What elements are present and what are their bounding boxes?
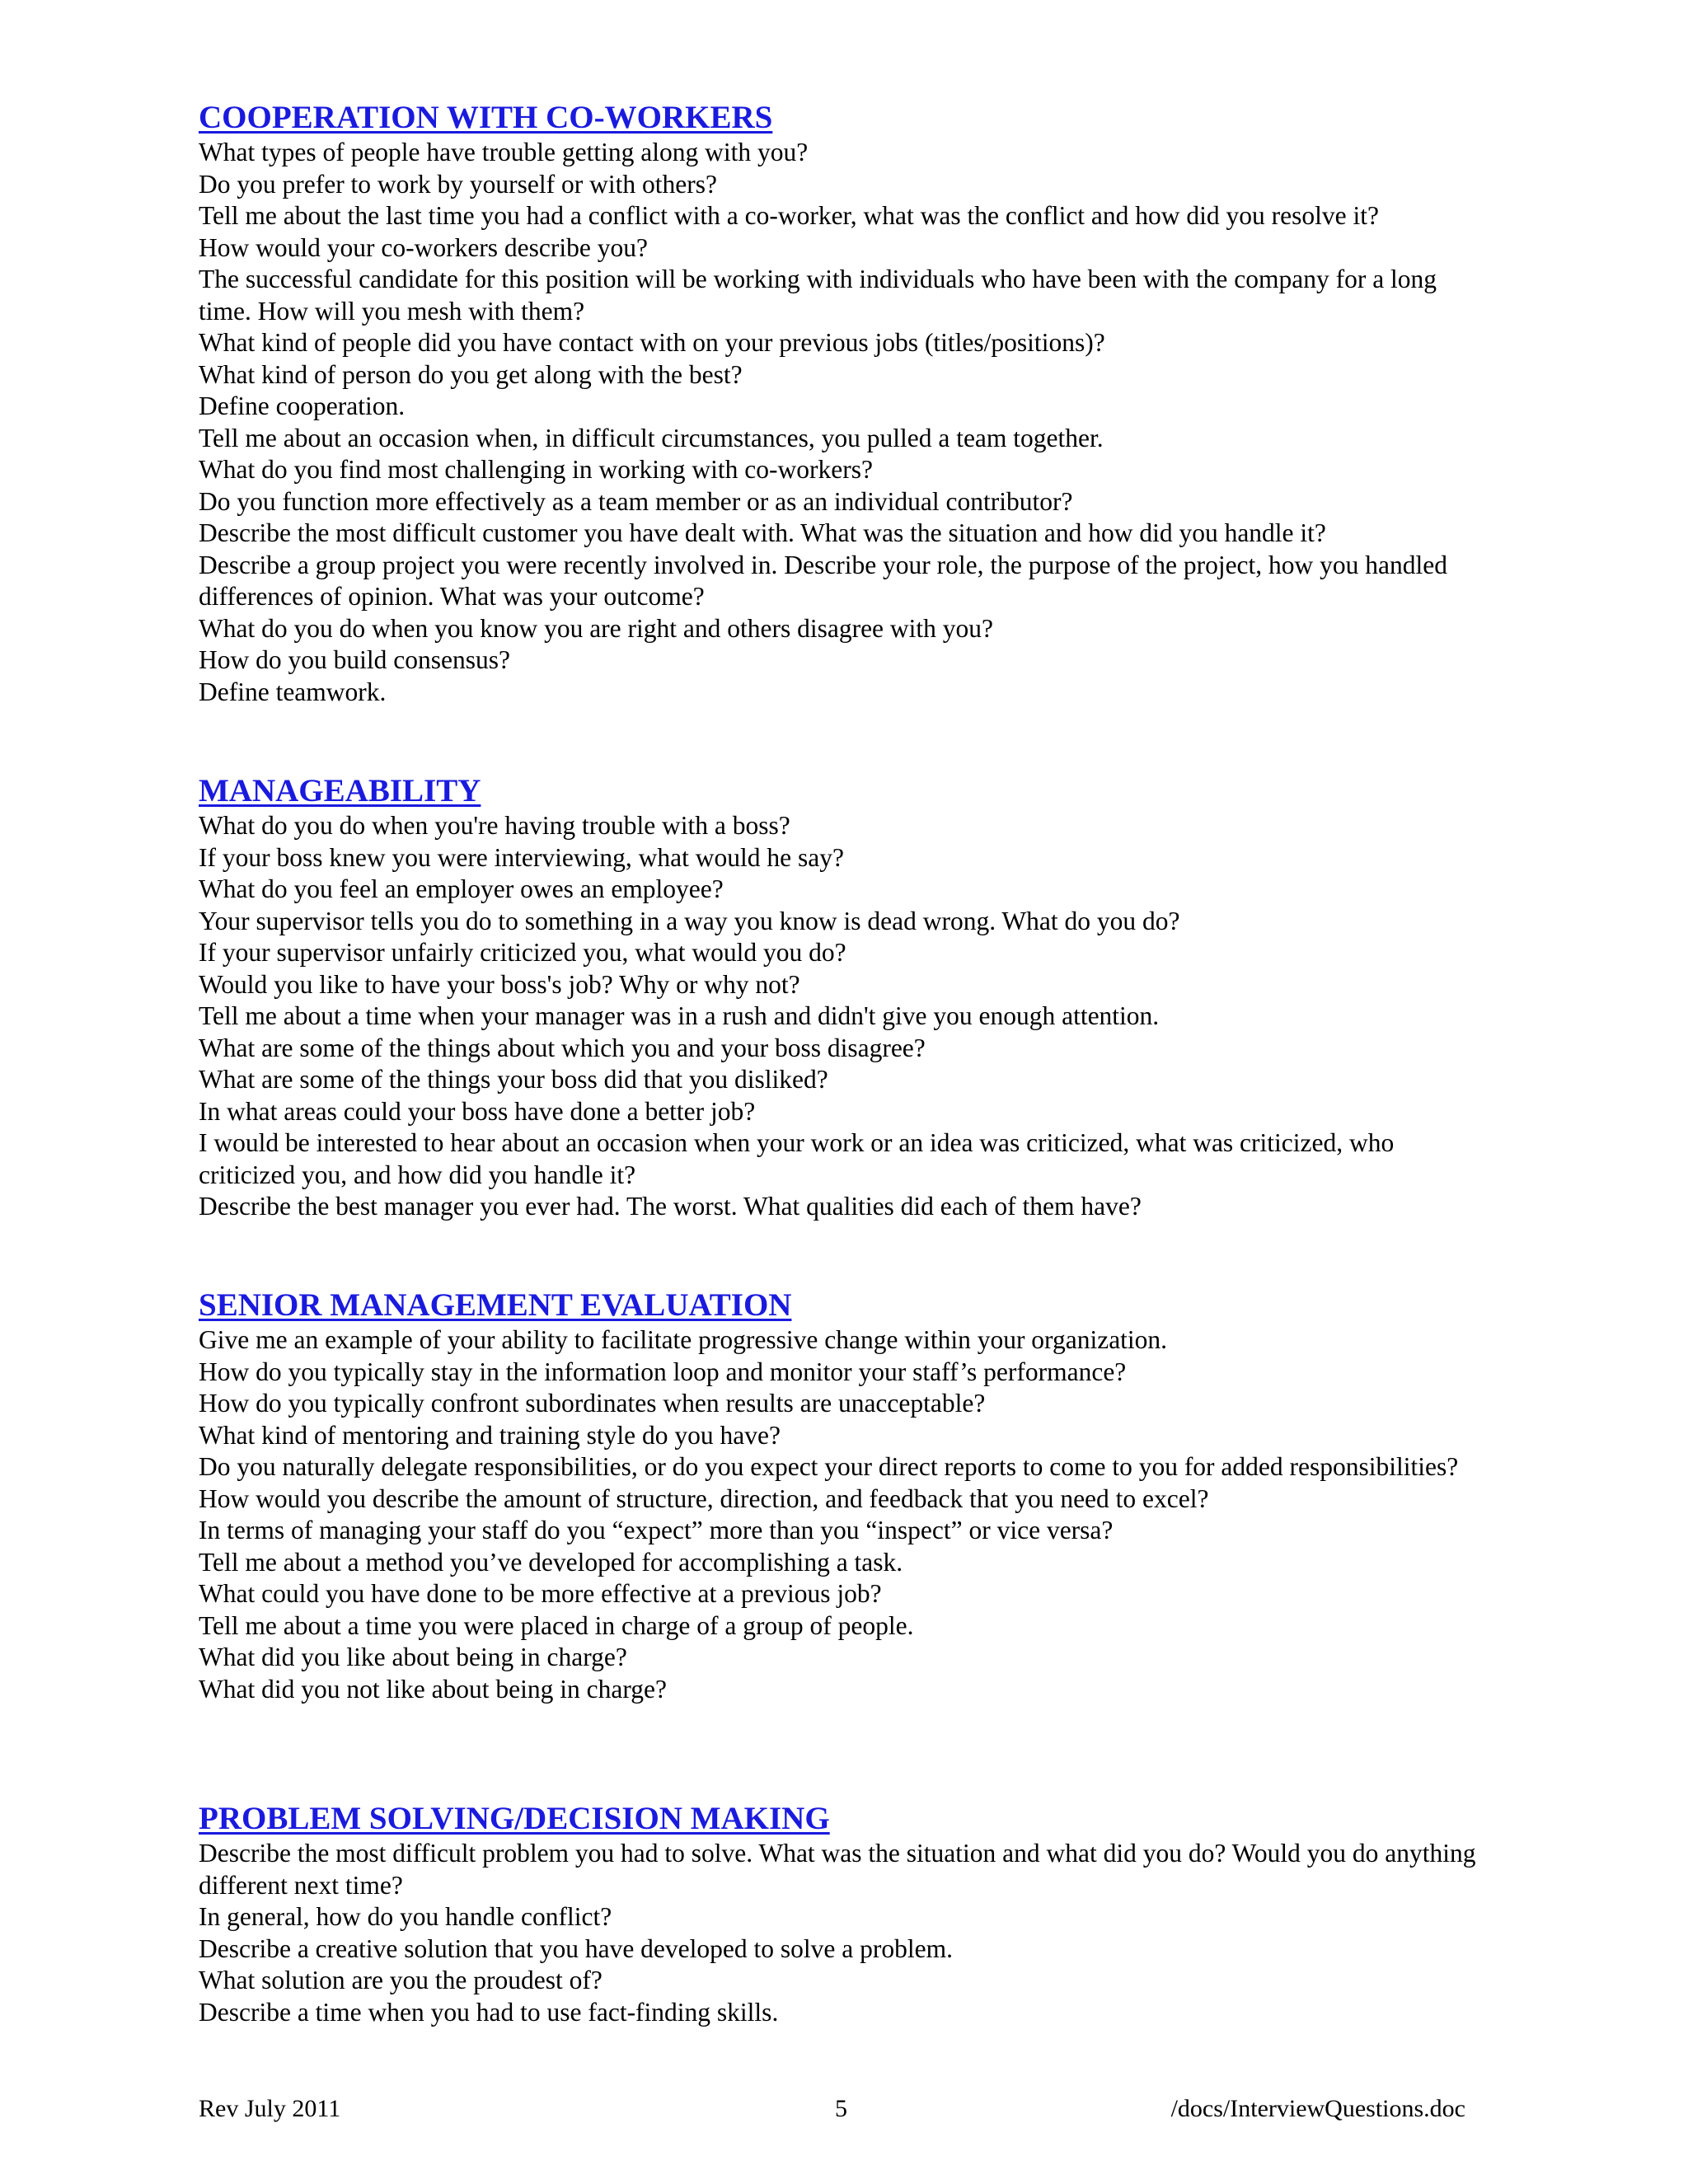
question: Define cooperation. [199, 391, 406, 420]
question-list [199, 810, 1493, 1223]
footer-revision: Rev July 2011 [199, 2095, 341, 2122]
section-senior-management [199, 1286, 1493, 1705]
question: Define teamwork. [199, 677, 387, 706]
question: What types of people have trouble getting along with you? [199, 138, 809, 166]
question: What did you not like about being in charge? [199, 1674, 668, 1704]
question: What kind of people did you have contact with on your previous jobs (titles/positions)? [199, 328, 1105, 357]
question: How would you describe the amount of structure, direction, and feedback that you need to excel? [199, 1483, 1209, 1513]
question: Your supervisor tells you do to something in a way you know is dead wrong. What do you do? [199, 906, 1180, 935]
question-list [199, 1838, 1493, 2028]
question: What are some of the things your boss did that you disliked? [199, 1065, 828, 1094]
question: Describe the best manager you ever had. The worst. What qualities did each of them have? [199, 1192, 1142, 1221]
question: If your supervisor unfairly criticized you, what would you do? [199, 938, 846, 967]
section-heading-link[interactable]: PROBLEM SOLVING/DECISION MAKING [199, 1801, 830, 1836]
question: Tell me about a time you were placed in charge of a group of people. [199, 1610, 914, 1640]
question: What do you do when you know you are right and others disagree with you? [199, 613, 994, 643]
section-heading-link[interactable]: COOPERATION WITH CO-WORKERS [199, 100, 773, 135]
question: The successful candidate for this position will be working with individuals who have been with the company for a long time. How will you mesh with them? [199, 265, 1437, 326]
question: Tell me about an occasion when, in difficult circumstances, you pulled a team together. [199, 423, 1104, 452]
question: Do you prefer to work by yourself or with others? [199, 169, 717, 199]
question: What could you have done to be more effective at a previous job? [199, 1579, 882, 1608]
question: How would your co-workers describe you? [199, 232, 648, 262]
question: How do you typically confront subordinates when results are unacceptable? [199, 1389, 986, 1418]
question: Describe the most difficult customer you have dealt with. What was the situation and how did you handle it? [199, 518, 1326, 547]
question: In what areas could your boss have done a better job? [199, 1096, 756, 1126]
footer-page-number: 5 [835, 2095, 847, 2122]
question: What do you feel an employer owes an employee? [199, 874, 724, 903]
section-manageability [199, 772, 1493, 1223]
question: Do you function more effectively as a team member or as an individual contributor? [199, 486, 1073, 516]
question: How do you typically stay in the information loop and monitor your staff’s performance? [199, 1357, 1127, 1386]
question: Would you like to have your boss's job? Why or why not? [199, 969, 800, 999]
question: Describe the most difficult problem you had to solve. What was the situation and what did you do? Would you do anything different next time? [199, 1839, 1476, 1900]
question: What are some of the things about which you and your boss disagree? [199, 1033, 926, 1062]
question: What solution are you the proudest of? [199, 1966, 603, 1994]
question-list [199, 137, 1493, 708]
question: In general, how do you handle conflict? [199, 1902, 612, 1931]
question: What kind of mentoring and training style do you have? [199, 1420, 781, 1450]
question-list [199, 1324, 1493, 1705]
question: If your boss knew you were interviewing, what would he say? [199, 842, 844, 872]
question: Describe a creative solution that you have developed to solve a problem. [199, 1933, 953, 1963]
question: What kind of person do you get along with the best? [199, 359, 743, 389]
question: Tell me about a method you’ve developed for accomplishing a task. [199, 1547, 903, 1577]
question: I would be interested to hear about an occasion when your work or an idea was criticized, what was criticized, who criticized you, and how did you handle it? [199, 1128, 1395, 1189]
question: Give me an example of your ability to facilitate progressive change within your organization. [199, 1325, 1168, 1354]
question: In terms of managing your staff do you “expect” more than you “inspect” or vice versa? [199, 1516, 1114, 1544]
section-heading-link[interactable]: MANAGEABILITY [199, 773, 481, 808]
question: Describe a group project you were recently involved in. Describe your role, the purpose of the project, how you handled differences of opinion. What was your outcome? [199, 550, 1447, 611]
question: What did you like about being in charge? [199, 1643, 627, 1671]
section-cooperation [199, 99, 1493, 708]
question: Describe a time when you had to use fact-finding skills. [199, 1997, 779, 2027]
section-problem-solving [199, 1800, 1493, 2028]
section-heading-link[interactable]: SENIOR MANAGEMENT EVALUATION [199, 1287, 792, 1323]
question: Tell me about the last time you had a conflict with a co-worker, what was the conflict and how did you resolve it? [199, 201, 1379, 230]
footer-file-path: /docs/InterviewQuestions.doc [1170, 2095, 1465, 2122]
question: Do you naturally delegate responsibilities, or do you expect your direct reports to come to you for added responsibilities? [199, 1452, 1459, 1481]
question: Tell me about a time when your manager was in a rush and didn't give you enough attention. [199, 1001, 1160, 1030]
question: How do you build consensus? [199, 645, 510, 674]
question: What do you do when you're having trouble with a boss? [199, 811, 790, 840]
question: What do you find most challenging in working with co-workers? [199, 455, 873, 484]
